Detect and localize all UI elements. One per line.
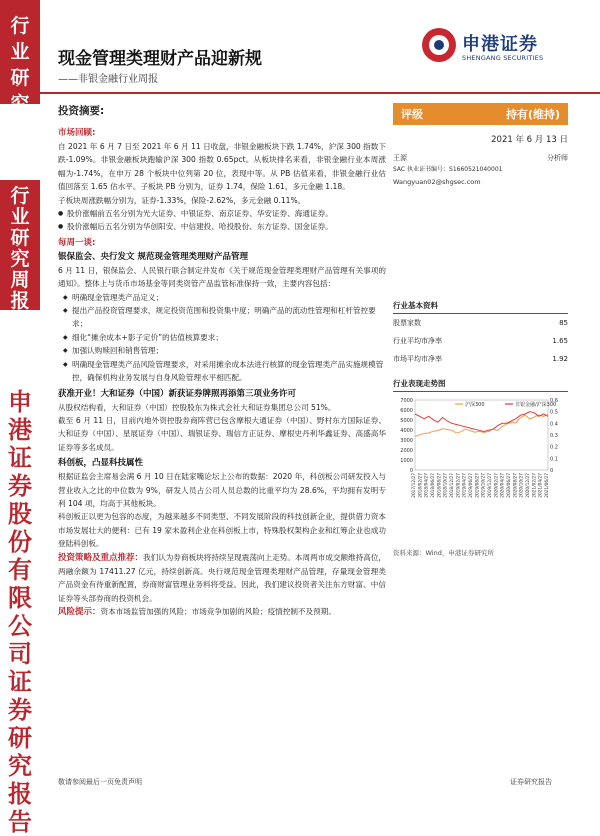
- x-tick-label: 2020/08/27: [513, 473, 519, 498]
- logo-text-cn: 申港证券: [462, 34, 538, 55]
- sidebar-bottom-char: 究: [8, 751, 32, 780]
- chart-source: 资料来源：Wind，申港证券研究所: [393, 549, 494, 557]
- x-tick-label: 2017/12/27: [412, 473, 417, 498]
- analyst-role: 分析师: [547, 154, 568, 162]
- sidebar-bottom-char: 份: [8, 527, 32, 556]
- subsector-paragraph: 子板块周涨跌幅分别为，证券-1.33%，保险-2.62%，多元金融 0.11%。: [58, 195, 306, 205]
- sidebar-mid-char: 报: [10, 290, 30, 312]
- row-key: 市场平均市净率: [393, 355, 442, 363]
- row-value: 1.65: [552, 337, 568, 345]
- sidebar-mid-char: 研: [10, 227, 30, 249]
- x-tick-label: 2020/10/27: [519, 473, 525, 498]
- x-tick-label: 2020/04/27: [500, 473, 506, 498]
- sidebar-mid-char: 周: [10, 269, 30, 291]
- sidebar-mid-char: 业: [10, 206, 30, 228]
- y-left-tick-label: 5000: [400, 418, 413, 424]
- company-logo: [422, 26, 562, 70]
- x-tick-label: 2018/12/27: [450, 473, 455, 498]
- y-left-tick-label: 4000: [400, 428, 413, 434]
- sidebar-bottom-char: 研: [8, 723, 32, 752]
- series-line: [415, 415, 548, 437]
- page-title: 现金管理类理财产品迎新规: [58, 49, 262, 69]
- sidebar-bottom-char: 告: [8, 807, 32, 836]
- x-tick-label: 2018/08/27: [437, 473, 443, 498]
- y-right-tick-label: 0.1: [550, 456, 558, 463]
- table-row: [393, 350, 568, 368]
- y-right-tick-label: 0.5: [550, 409, 558, 416]
- y-left-tick-label: 0: [409, 468, 413, 474]
- x-tick-label: 2019/04/27: [462, 473, 468, 498]
- x-tick-label: 2021/06/27: [545, 473, 550, 498]
- strategy-heading: 投资策略及重点推荐：: [58, 552, 144, 563]
- sidebar-company-label: [4, 388, 36, 836]
- sidebar-bottom-char: 券: [8, 471, 32, 500]
- news2-paragraph-2: 科创板正以更为包容的态度，为越来越多不同类型、不同发展阶段的科技创新企业，提供借力资本市场发展壮大的便利：已有 19 家未盈利企业在科创板上市，特殊股权架构企业和红筹企业也成功登陆科创板。: [58, 512, 386, 549]
- news2-heading: 科创板，凸显科技属性: [58, 458, 144, 469]
- sidebar-bottom-char: 证: [8, 667, 32, 696]
- sidebar-mid-label: [0, 180, 40, 310]
- row-value: 85: [559, 319, 568, 327]
- sidebar-top-char: 行: [10, 15, 30, 37]
- list-item: ◆ 明确现金管理类产品风险管理要求，对采用摊余成本法进行核算的现金管理类产品实施规模管控，确保机构业务发展与自身风险管理水平相匹配。: [63, 358, 386, 385]
- legend-label: 沪深300: [465, 402, 485, 408]
- x-tick-label: 2019/02/27: [456, 473, 462, 498]
- right-panel: [393, 103, 568, 557]
- sidebar: [0, 0, 40, 836]
- y-right-tick-label: 0.2: [550, 444, 558, 451]
- sidebar-bottom-char: 报: [8, 779, 32, 808]
- risk-paragraph: 资本市场监管加强的风险；市场竞争加剧的风险；疫情控制不及预期。: [100, 607, 336, 617]
- table-row: [393, 314, 568, 332]
- analyst-sac: SAC 执业证书编号：S1660521040001: [393, 166, 503, 173]
- sidebar-bottom-char: 公: [8, 611, 32, 640]
- risk-heading: 风险提示：: [58, 607, 101, 618]
- y-left-tick-label: 6000: [400, 408, 413, 414]
- y-left-tick-label: 7000: [400, 398, 413, 404]
- rating-label: 评级: [401, 108, 423, 121]
- x-tick-label: 2019/10/27: [481, 473, 487, 498]
- footer-label: 证券研究报告: [510, 778, 552, 786]
- rating-bar: [393, 103, 568, 125]
- list-item: ◆ 明确现金管理类产品定义；: [63, 291, 386, 304]
- analyst-email: Wangyuan02@shgsec.com: [393, 178, 481, 186]
- chart-title: 行业表现走势图: [393, 378, 568, 392]
- x-tick-label: 2019/12/27: [488, 473, 493, 498]
- series-line: [415, 412, 548, 432]
- x-tick-label: 2019/06/27: [469, 473, 474, 498]
- sidebar-bottom-char: 证: [8, 443, 32, 472]
- market-review-paragraph: 自 2021 年 6 月 7 日至 2021 年 6 月 11 日收盘，非银金融板块下跌 1.74%，沪深 300 指数下跌-1.09%。非银金融板块跑输沪深 300 指数 0.65pct。从板块排名来看，非银金融行业本周涨幅为-1.74%，在申万 28 个板块中位列第 20 位，表现中等。从 PB 估值来看，非银金融行业估值回落至 1.65 估水平。子板块 PB 分别为，证券 1.74，保险 1.61，多元金融 1.18。: [58, 142, 386, 192]
- sidebar-bottom-char: 港: [8, 415, 32, 444]
- x-tick-label: 2018/10/27: [443, 473, 449, 498]
- weekly-talk-heading: 每周一谈:: [58, 237, 96, 248]
- y-left-tick-label: 2000: [400, 448, 413, 454]
- sidebar-mid-char: 究: [10, 248, 30, 270]
- x-tick-label: 2021/02/27: [532, 473, 538, 498]
- sidebar-top-label: [0, 0, 40, 115]
- x-tick-label: 2020/02/27: [494, 473, 500, 498]
- top-gainers-bullet: ● 股价涨幅前五名分别为光大证券、中银证券、南京证券、华安证券、海通证券。: [58, 207, 386, 220]
- x-tick-label: 2020/12/27: [526, 473, 531, 498]
- list-item: ◆ 细化“摊余成本+影子定价”的估值核算要求；: [63, 331, 386, 344]
- rating-value: 持有(维持): [505, 108, 560, 121]
- industry-performance-chart: [393, 392, 568, 542]
- y-left-tick-label: 3000: [400, 438, 413, 444]
- basic-data-table: [393, 314, 568, 368]
- x-tick-label: 2021/04/27: [538, 473, 544, 498]
- news1-paragraph-1: 从股权结构看，大和证券（中国）控股股东为株式会社大和证券集团总公司 51%。: [58, 402, 336, 412]
- table-row: [393, 332, 568, 350]
- summary-heading: 投资摘要:: [58, 105, 105, 117]
- list-item: ◆ 提出产品投资管理要求，规定投资范围和投资集中度；明确产品的流动性管理和杠杆管控要求；: [63, 304, 386, 331]
- top-losers-bullet: ● 股价涨幅后五名分别为华创阳安、中信建投、哈投股份、东方证券、国金证券。: [58, 220, 386, 233]
- weekly-talk-paragraph: 6 月 11 日，银保监会、人民银行联合制定并发布《关于规范现金管理类理财产品管理有关事项的通知》。整体上与货币市场基金等同类资管产品监管标准保持一致，主要内容包括：: [58, 265, 386, 289]
- logo-text-en: SHENGANG SECURITIES: [462, 54, 544, 62]
- strategy-paragraph: 我们认为券商板块将持续呈现震荡向上走势。本周两市成交额维持高位，两融余额为 17411.27 亿元，持续创新高。央行规范现金管理类理财产品管理，存量现金管理类产品资金有待重新配置，券商财富管理业务料将受益。因此，我们建议投资者关注东方财富、中信证券等头部券商的投资机会。: [58, 552, 387, 603]
- sidebar-top-char: 究: [10, 93, 30, 115]
- x-tick-label: 2018/04/27: [424, 473, 430, 498]
- x-tick-label: 2019/08/27: [475, 473, 481, 498]
- weekly-talk-subheading: 银保监会、央行发文 规范现金管理类理财产品管理: [58, 251, 248, 262]
- basic-data-title: 行业基本资料: [393, 300, 568, 314]
- x-tick-label: 2018/02/27: [418, 473, 424, 498]
- legend-label: 非银金融/沪深300: [515, 402, 557, 408]
- y-right-tick-label: 0.6: [550, 398, 558, 404]
- y-right-tick-label: 0.3: [550, 433, 558, 439]
- row-value: 1.92: [552, 355, 568, 363]
- report-date: 2021 年 6 月 13 日: [491, 135, 568, 145]
- y-right-tick-label: 0.4: [550, 421, 558, 428]
- analyst-info: [393, 152, 568, 188]
- logo-mark-icon: [422, 28, 456, 62]
- sidebar-top-char: 业: [10, 41, 30, 63]
- x-tick-label: 2020/06/27: [507, 473, 512, 498]
- sidebar-mid-char: 行: [10, 185, 30, 207]
- row-key: 行业平均市净率: [393, 337, 442, 345]
- sidebar-bottom-char: 有: [8, 555, 32, 584]
- sidebar-bottom-char: 司: [8, 639, 32, 668]
- header-divider: [40, 92, 600, 94]
- sidebar-top-char: 研: [10, 67, 30, 89]
- sidebar-bottom-char: 申: [8, 387, 32, 416]
- x-tick-label: 2018/06/27: [431, 473, 436, 498]
- row-key: 股票家数: [393, 319, 421, 327]
- news1-heading: 获准开业！大和证券（中国）新获证券牌照再添第三项业务许可: [58, 388, 297, 399]
- analyst-name: 王源: [393, 154, 407, 162]
- y-right-tick-label: 0: [550, 468, 554, 474]
- main-content: [58, 103, 386, 620]
- list-item: ◆ 加强认购赎回和销售管理；: [63, 344, 386, 357]
- y-left-tick-label: 1000: [400, 458, 413, 464]
- sidebar-bottom-char: 限: [8, 583, 32, 612]
- news1-paragraph-2: 截至 6 月 11 日，目前内地外资控股券商阵营已包含摩根大通证券（中国）、野村东方国际证券、大和证券（中国）、星展证券（中国）、瑞银证券、瑞信方正证券、摩根史丹利华鑫证券、高盛高华证券等多名成员。: [58, 415, 386, 452]
- plot-frame: [415, 400, 548, 470]
- weekly-bullets: [58, 291, 386, 385]
- market-review-heading: 市场回顾:: [58, 128, 96, 138]
- sidebar-bottom-char: 券: [8, 695, 32, 724]
- sidebar-bottom-char: 股: [8, 499, 32, 528]
- page-subtitle: ——非银金融行业周报: [58, 74, 158, 85]
- news2-paragraph-1: 根据证监会主席易会满 6 月 10 日在陆家嘴论坛上公布的数据：2020 年，科创板公司研发投入与营业收入之比的中位数为 9%，研发人员占公司人员总数的比重平均为 28.6%，平均拥有发明专利 104 项，均高于其他板块。: [58, 472, 386, 508]
- footer-disclaimer: 敬请参阅最后一页免责声明: [58, 778, 142, 786]
